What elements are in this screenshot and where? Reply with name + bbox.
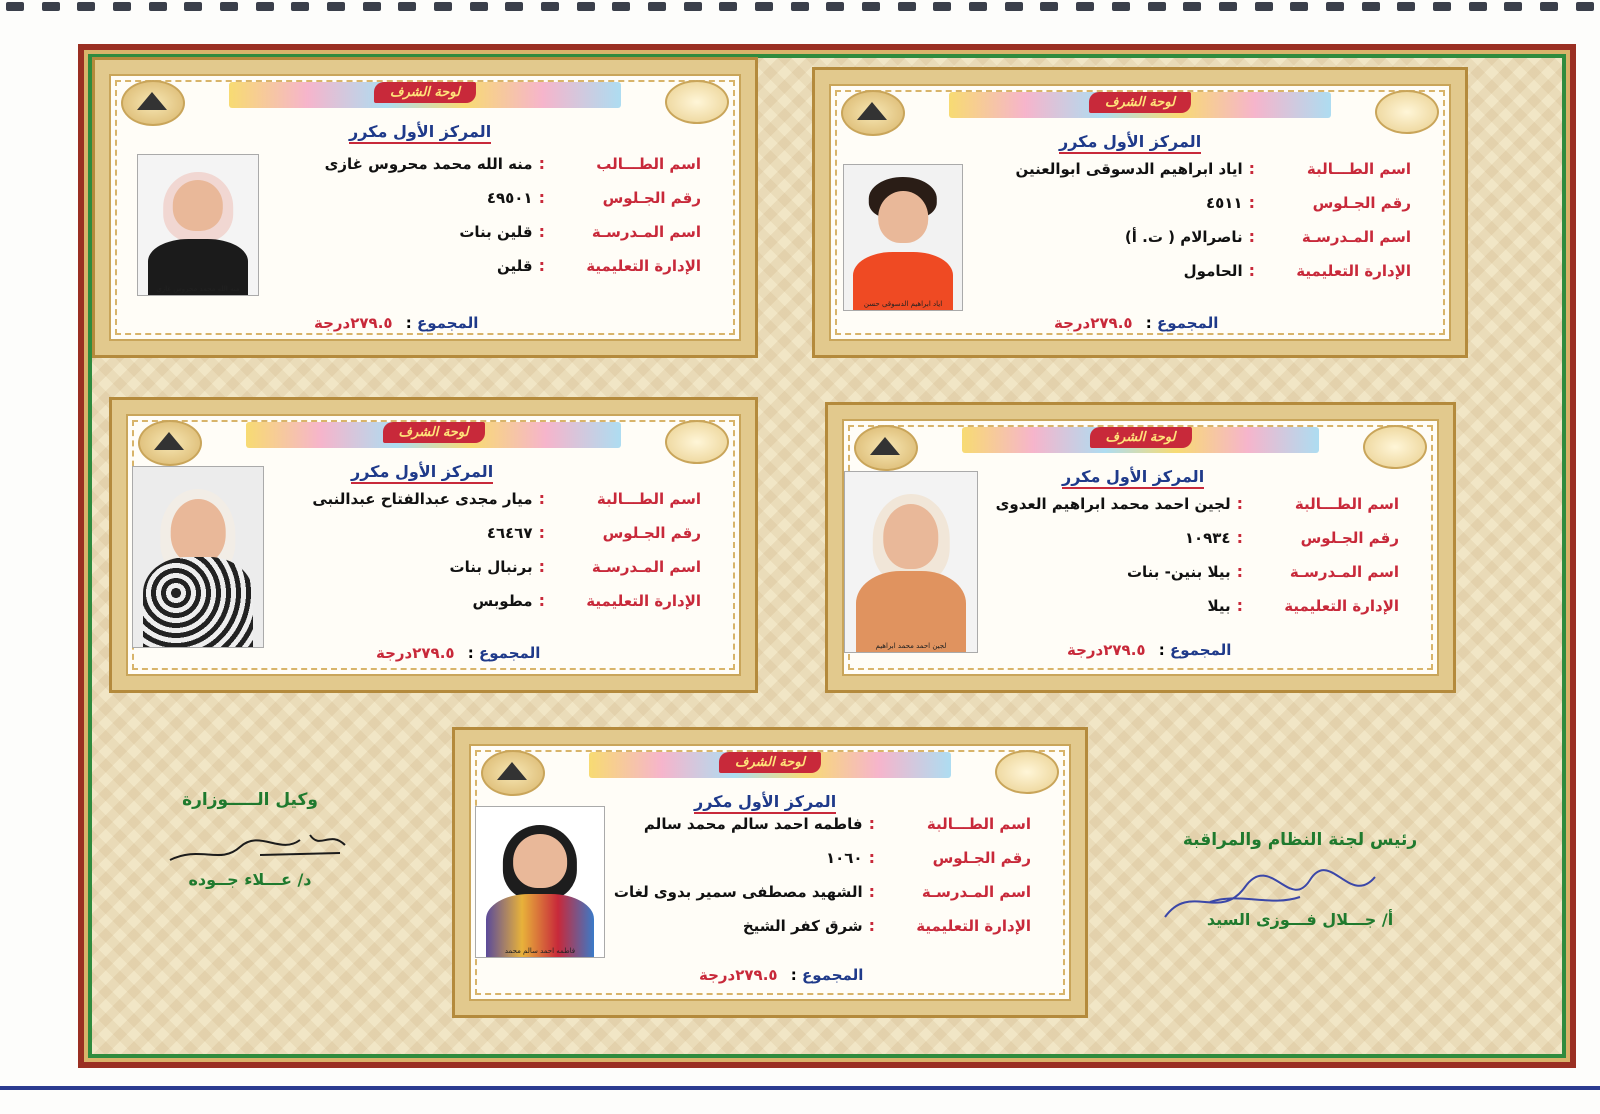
handwritten-signature-left bbox=[160, 825, 360, 875]
rank-title: المركز الأول مكرر bbox=[1059, 132, 1201, 154]
ministry-seal-icon bbox=[1363, 425, 1427, 469]
honor-ribbon: لوحة الشرف bbox=[374, 82, 476, 103]
admin-label: الإدارة التعليمية bbox=[1296, 262, 1411, 280]
student-photo bbox=[132, 466, 264, 648]
total-score: المجموع : ٢٧٩.٥درجة bbox=[314, 314, 479, 332]
seat-number: ١٠٩٣٤ bbox=[1184, 529, 1231, 547]
spiral-binding bbox=[0, 0, 1600, 14]
photo-caption: فاطمه احمد سالم محمد bbox=[504, 947, 576, 955]
school-name: بيلا بنين- بنات bbox=[1126, 563, 1231, 581]
total-score: المجموع : ٢٧٩.٥درجة bbox=[376, 644, 541, 662]
ministry-seal-icon bbox=[995, 750, 1059, 794]
school-logo-icon bbox=[138, 420, 202, 466]
school-label: اسم المـدرسـة bbox=[591, 223, 701, 241]
ministry-seal-icon bbox=[1375, 90, 1439, 134]
handwritten-signature-right bbox=[1150, 862, 1390, 932]
seat-label: رقم الجـلوس bbox=[932, 849, 1031, 867]
rank-title: المركز الأول مكرر bbox=[351, 462, 493, 484]
admin-label: الإدارة التعليمية bbox=[916, 917, 1031, 935]
student-photo bbox=[475, 806, 605, 958]
student-card-1: لوحة الشرف المركز الأول مكرر منه الله محمد محروس غازى اسم الطـــالب : منه الله محمد محروس غازى رقم الجـلوس : ٤٩٥٠١ اسم المـدرسـة : قلين بنات الإدارة التعليمية : قلين المجموع : ٢٧٩.٥درجة bbox=[95, 60, 755, 355]
honor-ribbon: لوحة الشرف bbox=[1089, 427, 1191, 448]
rank-title: المركز الأول مكرر bbox=[349, 122, 491, 144]
admin-label: الإدارة التعليمية bbox=[586, 257, 701, 275]
seat-label: رقم الجـلوس bbox=[602, 189, 701, 207]
honor-ribbon: لوحة الشرف bbox=[1089, 92, 1191, 113]
school-logo-icon bbox=[121, 80, 185, 126]
student-card-5: لوحة الشرف المركز الأول مكرر فاطمه احمد سالم محمد اسم الطـــالبة : فاطمه احمد سالم محمد سالم رقم الجـلوس : ١٠٦٠ اسم المـدرسـة : الشهيد مصطفى سمير بدوى لغات الإدارة التعليمية : شرق كفر الشيخ المجموع : ٢٧٩.٥درجة bbox=[455, 730, 1085, 1015]
honor-ribbon: لوحة الشرف bbox=[719, 752, 821, 773]
name-label: اسم الطـــالبة bbox=[1306, 160, 1411, 178]
school-name: الشهيد مصطفى سمير بدوى لغات bbox=[613, 883, 863, 901]
bottom-rule bbox=[0, 1086, 1600, 1090]
seat-number: ١٠٦٠ bbox=[825, 849, 863, 867]
total-score: المجموع : ٢٧٩.٥درجة bbox=[1054, 314, 1219, 332]
admin-name: شرق كفر الشيخ bbox=[742, 917, 863, 935]
rank-title: المركز الأول مكرر bbox=[694, 792, 836, 814]
school-name: قلين بنات bbox=[459, 223, 533, 241]
admin-label: الإدارة التعليمية bbox=[1284, 597, 1399, 615]
school-label: اسم المـدرسـة bbox=[1289, 563, 1399, 581]
school-label: اسم المـدرسـة bbox=[1301, 228, 1411, 246]
signature-title: وكيل الـــــوزارة bbox=[182, 790, 318, 810]
school-logo-icon bbox=[854, 425, 918, 471]
school-name: ناصرالام ( ت. أ) bbox=[1124, 228, 1243, 246]
photo-caption: اياد ابراهيم الدسوقى حسن bbox=[863, 300, 943, 308]
school-label: اسم المـدرسـة bbox=[921, 883, 1031, 901]
school-name: برنبال بنات bbox=[449, 558, 533, 576]
student-name: منه الله محمد محروس غازى bbox=[324, 155, 533, 173]
student-card-4: لوحة الشرف المركز الأول مكرر لجين احمد محمد ابراهيم اسم الطـــالبة : لجين احمد محمد ابراهيم العدوى رقم الجـلوس : ١٠٩٣٤ اسم المـدرسـة : بيلا بنين- بنات الإدارة التعليمية : بيلا المجموع : ٢٧٩.٥درجة bbox=[828, 405, 1453, 690]
signature-name: أ/ جـــلال فـــوزى السيد bbox=[1206, 910, 1394, 929]
student-name: فاطمه احمد سالم محمد سالم bbox=[643, 815, 863, 833]
admin-name: مطوبس bbox=[472, 592, 533, 610]
name-label: اسم الطـــالبة bbox=[1294, 495, 1399, 513]
student-name: لجين احمد محمد ابراهيم العدوى bbox=[995, 495, 1231, 513]
student-card-3: لوحة الشرف المركز الأول مكرر اسم الطـــالبة : ميار مجدى عبدالفتاح عبدالنبى رقم الجـلوس : ٤٦٤٦٧ اسم المـدرسـة : برنبال بنات الإدارة التعليمية : مطوبس المجموع : ٢٧٩.٥درجة bbox=[112, 400, 755, 690]
seat-number: ٤٩٥٠١ bbox=[486, 189, 533, 207]
seat-label: رقم الجـلوس bbox=[602, 524, 701, 542]
name-label: اسم الطـــالبة bbox=[926, 815, 1031, 833]
admin-name: بيلا bbox=[1207, 597, 1231, 615]
photo-caption: لجين احمد محمد ابراهيم bbox=[875, 642, 947, 650]
admin-name: الحامول bbox=[1183, 262, 1243, 280]
school-logo-icon bbox=[841, 90, 905, 136]
admin-name: قلين bbox=[497, 257, 533, 275]
seat-number: ٤٥١١ bbox=[1205, 194, 1243, 212]
name-label: اسم الطـــالب bbox=[596, 155, 701, 173]
student-name: ميار مجدى عبدالفتاح عبدالنبى bbox=[312, 490, 533, 508]
student-card-2: لوحة الشرف المركز الأول مكرر اياد ابراهيم الدسوقى حسن اسم الطـــالبة : اياد ابراهيم الدسوقى ابوالعنين رقم الجـلوس : ٤٥١١ اسم المـدرسـة : ناصرالام ( ت. أ) الإدارة التعليمية : الحامول المجموع : ٢٧٩.٥درجة bbox=[815, 70, 1465, 355]
school-label: اسم المـدرسـة bbox=[591, 558, 701, 576]
seat-label: رقم الجـلوس bbox=[1300, 529, 1399, 547]
student-photo bbox=[137, 154, 259, 296]
ministry-seal-icon bbox=[665, 420, 729, 464]
student-photo bbox=[844, 471, 978, 653]
seat-label: رقم الجـلوس bbox=[1312, 194, 1411, 212]
rank-title: المركز الأول مكرر bbox=[1062, 467, 1204, 489]
name-label: اسم الطـــالبة bbox=[596, 490, 701, 508]
signature-name: د/ عـــلاء جــوده bbox=[188, 870, 312, 889]
total-score: المجموع : ٢٧٩.٥درجة bbox=[1067, 641, 1232, 659]
ministry-seal-icon bbox=[665, 80, 729, 124]
honor-ribbon: لوحة الشرف bbox=[382, 422, 484, 443]
admin-label: الإدارة التعليمية bbox=[586, 592, 701, 610]
signature-title: رئيس لجنة النظام والمراقبة bbox=[1182, 830, 1418, 850]
student-photo bbox=[843, 164, 963, 311]
total-score: المجموع : ٢٧٩.٥درجة bbox=[699, 966, 864, 984]
photo-caption: منه الله محمد محروس غازى bbox=[156, 285, 240, 293]
seat-number: ٤٦٤٦٧ bbox=[486, 524, 533, 542]
student-name: اياد ابراهيم الدسوقى ابوالعنين bbox=[1015, 160, 1243, 178]
school-logo-icon bbox=[481, 750, 545, 796]
